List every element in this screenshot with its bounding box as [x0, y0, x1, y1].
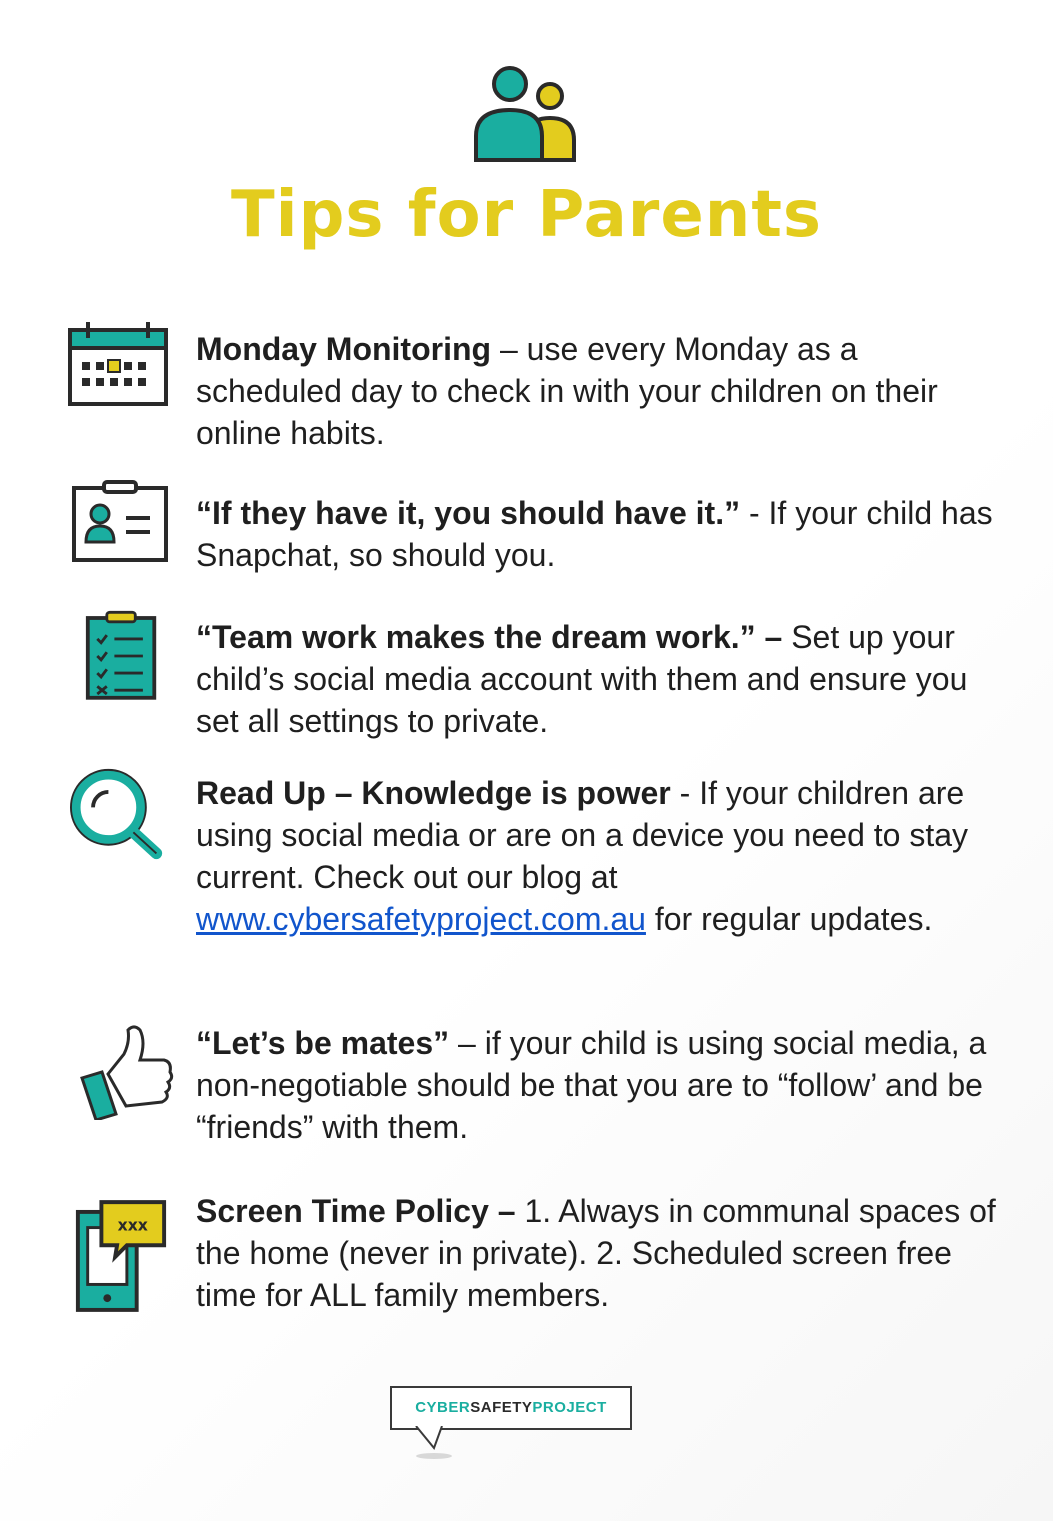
svg-text:xxx: xxx: [117, 1215, 148, 1235]
tip-body-after: for regular updates.: [645, 901, 933, 937]
thumbs-up-icon: [74, 1020, 174, 1120]
tip-text: [196, 492, 996, 576]
tip-body: - If your children are using social media or are on a device you need to stay current. Check out our blog at: [196, 775, 969, 895]
tip-heading: “Let’s be mates”: [196, 1025, 450, 1061]
parents-icon: [470, 64, 580, 164]
tip-heading: Read Up – Knowledge is power: [196, 775, 671, 811]
id-card-icon: [70, 480, 170, 564]
tip-heading: Monday Monitoring: [196, 331, 492, 367]
magnifier-icon: [70, 768, 166, 862]
tip-body: - If your child has Snapchat, so should you.: [196, 495, 993, 573]
logo-box: [390, 1386, 632, 1430]
tip-body: 1. Always in communal spaces of the home (never in private). 2. Scheduled screen free time for ALL family members.: [196, 1193, 996, 1313]
phone-message-icon: [72, 1198, 170, 1316]
clipboard-checklist-icon: [84, 608, 160, 704]
blog-link[interactable]: www.cybersafetyproject.com.au: [196, 901, 646, 937]
tip-heading: “Team work makes the dream work.” –: [196, 619, 783, 655]
tip-body: – use every Monday as a scheduled day to check in with your children on their online habits.: [196, 331, 938, 451]
tip-body: – if your child is using social media, a non-negotiable should be that you are to “follow’ and be “friends” with them.: [196, 1025, 987, 1145]
tip-heading: “If they have it, you should have it.”: [196, 495, 741, 531]
tip-body: Set up your child’s social media account with them and ensure you set all settings to private.: [196, 619, 968, 739]
tip-text: [196, 772, 996, 940]
logo-text-safety: SAFETY: [470, 1399, 533, 1416]
speech-tail-icon: [412, 1426, 462, 1460]
tip-text: [196, 328, 996, 454]
logo-text-project: PROJECT: [532, 1399, 607, 1416]
cyber-safety-project-logo: [390, 1386, 634, 1466]
tip-text: [196, 616, 996, 742]
calendar-icon: [66, 320, 170, 410]
tip-heading: Screen Time Policy –: [196, 1193, 516, 1229]
page-title: Tips for Parents: [230, 178, 823, 252]
tip-text: [196, 1190, 996, 1316]
tip-text: [196, 1022, 996, 1148]
logo-text-cyber: CYBER: [415, 1399, 471, 1416]
